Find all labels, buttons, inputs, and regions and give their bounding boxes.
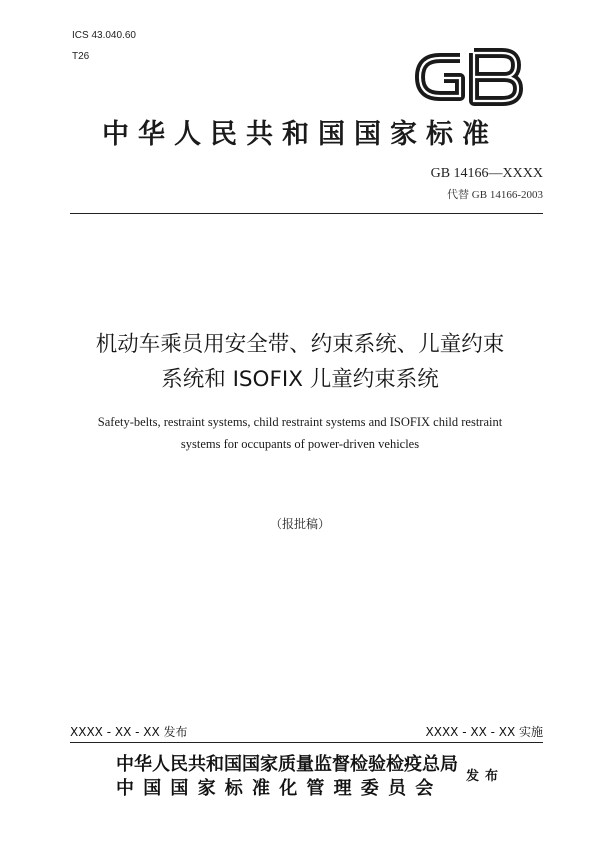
issuer-line-1: 中华人民共和国国家质量监督检验检疫总局 bbox=[116, 754, 458, 775]
title-english-line-2: systems for occupants of power-driven vehicles bbox=[180, 437, 420, 451]
title-english-line-1: Safety-belts, restraint systems, child restraint systems and ISOFIX child restraint bbox=[97, 415, 503, 429]
national-standard-title: 中华人民共和国国家标准 bbox=[102, 119, 498, 150]
ccs-code: T26 bbox=[72, 51, 90, 62]
issuer-line-2: 中国国家标准化管理委员会 bbox=[116, 778, 443, 799]
publish-label: 发布 bbox=[466, 769, 505, 784]
replaces-standard: 代替 GB 14166-2003 bbox=[447, 189, 543, 201]
ics-code: ICS 43.040.60 bbox=[72, 30, 136, 41]
gb-logo bbox=[410, 44, 530, 110]
footer-divider bbox=[70, 742, 543, 743]
standard-number: GB 14166—XXXX bbox=[430, 166, 543, 181]
title-chinese-line-2: 系统和 ISOFIX 儿童约束系统 bbox=[161, 367, 439, 392]
header-divider bbox=[70, 213, 543, 214]
title-chinese-line-1: 机动车乘员用安全带、约束系统、儿童约束 bbox=[95, 332, 505, 357]
implementation-date: XXXX - XX - XX 实施 bbox=[425, 725, 543, 739]
issue-date: XXXX - XX - XX 发布 bbox=[70, 725, 188, 739]
draft-status-note: （报批稿） bbox=[269, 517, 330, 531]
